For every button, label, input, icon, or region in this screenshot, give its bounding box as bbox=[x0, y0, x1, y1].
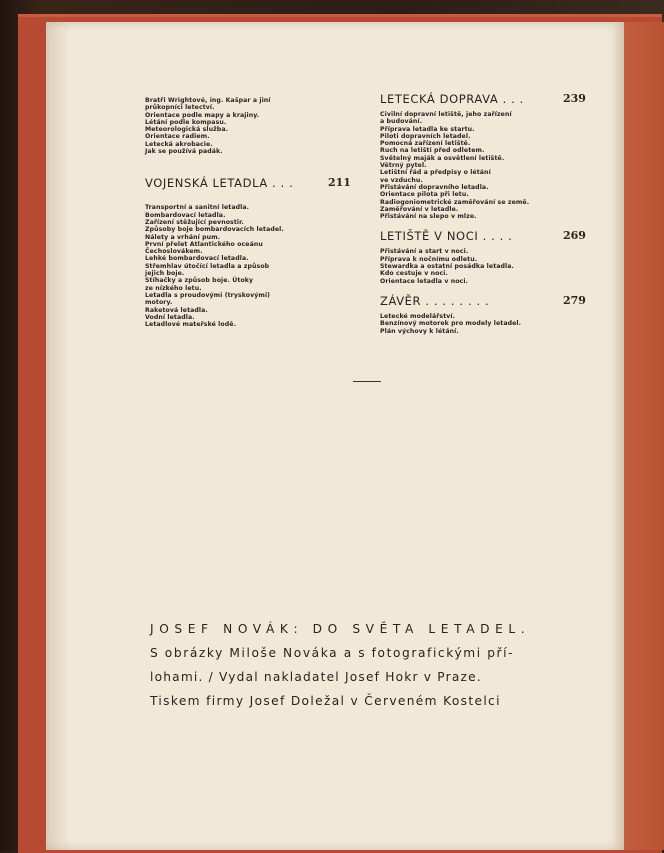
toc-entry: Příprava k nočnímu odletu. bbox=[380, 255, 478, 263]
toc-intro-list bbox=[145, 97, 345, 155]
toc-section-list bbox=[145, 204, 345, 328]
toc-entry: Pomocná zařízení letiště. bbox=[380, 140, 471, 148]
toc-entry: Zaměřování v letadle. bbox=[380, 205, 459, 213]
toc-entry: Větrný pytel. bbox=[380, 162, 427, 170]
toc-entry: Létání podle kompasu. bbox=[145, 118, 227, 126]
toc-entry: Příprava letadla ke startu. bbox=[380, 125, 475, 133]
toc-entry: Orientace radiem. bbox=[145, 133, 210, 141]
toc-entry: Benzínový motorek pro modely letadel. bbox=[380, 320, 522, 328]
toc-entry: Letadla s proudovými (tryskovými) bbox=[145, 291, 271, 299]
toc-entry: Zařízení stěžující pevnostir. bbox=[145, 218, 244, 226]
toc-entry: Letadlové mateřské lodě. bbox=[145, 321, 237, 329]
toc-entry: Způsoby boje bombardovacích letadel. bbox=[145, 226, 284, 234]
toc-entry: Jak se používá padák. bbox=[145, 148, 223, 156]
section-page-number: 279 bbox=[563, 293, 586, 307]
toc-entry: průkopníci letectví. bbox=[145, 104, 215, 112]
toc-entry: Přistávání a start v noci. bbox=[380, 248, 469, 256]
toc-entry: Ruch na letišti před odletem. bbox=[380, 147, 485, 155]
section-title: ZÁVĚR . . . . . . . . bbox=[380, 293, 490, 308]
toc-entry: ze nízkého letu. bbox=[145, 284, 202, 292]
toc-entry: Nálety a vrhání pum. bbox=[145, 233, 221, 241]
section-page-number: 269 bbox=[563, 229, 586, 243]
section-divider bbox=[353, 381, 381, 382]
toc-entry: Kdo cestuje v noci. bbox=[380, 270, 448, 278]
toc-section-list bbox=[380, 111, 590, 220]
toc-entry: Piloti dopravních letadel. bbox=[380, 132, 471, 140]
toc-entry: Střemhlav útočící letadla a způsob bbox=[145, 262, 270, 270]
toc-entry: Lehké bombardovací letadla. bbox=[145, 255, 249, 263]
section-page-number: 211 bbox=[328, 176, 351, 190]
toc-entry: Stíhačky a způsob boje. Útoky bbox=[145, 277, 254, 285]
imprint-line-4: Tiskem firmy Josef Doležal v Červeném Kostelci bbox=[150, 694, 501, 708]
section-title: VOJENSKÁ LETADLA . . . bbox=[145, 176, 294, 191]
toc-entry: Transportní a sanitní letadla. bbox=[145, 204, 250, 212]
toc-entry: Radiogoniometrické zaměřování se země. bbox=[380, 198, 530, 206]
toc-entry: Přistávání na slepo v mlze. bbox=[380, 213, 477, 221]
toc-entry: Civilní dopravní letiště, jeho zařízení bbox=[380, 111, 512, 118]
toc-section-list bbox=[380, 313, 590, 335]
page-gutter-shadow bbox=[46, 22, 70, 850]
toc-entry: Plán výchovy k létání. bbox=[380, 327, 459, 335]
toc-entry: Stewardka a ostatní posádka letadla. bbox=[380, 263, 514, 271]
imprint-line-3: lohami. / Vydal nakladatel Josef Hokr v Praze. bbox=[150, 670, 482, 684]
toc-section-heading bbox=[380, 92, 590, 108]
toc-entry: Orientace podle mapy a krajiny. bbox=[145, 111, 260, 119]
imprint-line-2: S obrázky Miloše Nováka a s fotografickými pří- bbox=[150, 646, 515, 660]
section-title: LETECKÁ DOPRAVA . . . bbox=[380, 92, 524, 106]
toc-entry: jejich boje. bbox=[145, 270, 185, 278]
toc-entry: Čechoslovákem. bbox=[145, 248, 203, 256]
toc-section-heading bbox=[145, 176, 351, 192]
toc-section-heading bbox=[380, 294, 590, 310]
imprint-line-1: JOSEF NOVÁK: DO SVĚTA LETADEL. bbox=[150, 622, 531, 636]
toc-entry: Letecká akrobacie. bbox=[145, 140, 213, 148]
toc-right-column bbox=[380, 84, 590, 335]
toc-section-list bbox=[380, 248, 590, 284]
toc-section-heading bbox=[380, 229, 590, 245]
toc-entry: Raketová letadla. bbox=[145, 306, 208, 314]
toc-entry: Letištní řád a předpisy o létání bbox=[380, 169, 491, 177]
toc-entry: Bombardovací letadla. bbox=[145, 211, 226, 219]
section-page-number: 239 bbox=[563, 92, 586, 105]
toc-entry: Orientace letadla v noci. bbox=[380, 277, 468, 285]
toc-entry: Orientace pilota při letu. bbox=[380, 191, 469, 199]
toc-entry: Meteorologická služba. bbox=[145, 126, 229, 134]
toc-entry: a budování. bbox=[380, 118, 423, 126]
toc-entry: Vodní letadla. bbox=[145, 313, 195, 321]
toc-entry: Světelný maják a osvětlení letiště. bbox=[380, 154, 505, 162]
toc-entry: ve vzduchu. bbox=[380, 176, 423, 184]
toc-left-column bbox=[145, 97, 351, 329]
toc-entry: Letecké modelářství. bbox=[380, 312, 456, 320]
toc-entry: motory. bbox=[145, 299, 173, 307]
section-title: LETIŠTĚ V NOCI . . . . bbox=[380, 229, 513, 244]
toc-entry: První přelet Atlantického oceánu bbox=[145, 240, 263, 248]
toc-entry: Bratři Wrightové, ing. Kašpar a jiní bbox=[145, 97, 271, 104]
toc-entry: Přistávání dopravního letadla. bbox=[380, 183, 489, 191]
